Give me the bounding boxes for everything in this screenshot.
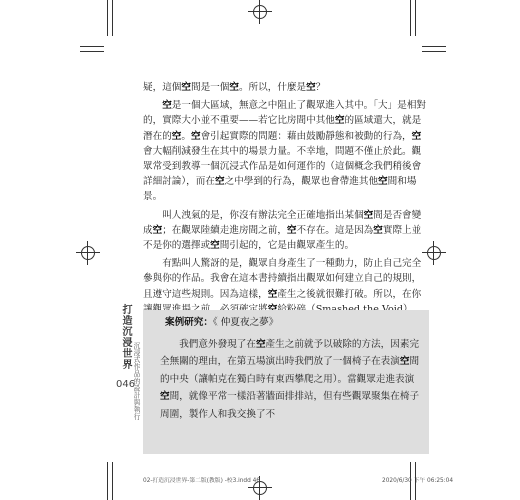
book-subtitle-vertical: 沉浸式作品的設計與執行 xyxy=(132,342,140,421)
crop-mark xyxy=(107,462,108,500)
case-study-text: 我們意外發現了在空產生之前就予以破除的方法，因素完全無關的理由，在第五場演出時我們放了一個椅子在表演空間的中央（讓帕克在獨白時有東西攀爬之用）。當觀眾走進表演空間，就像平常一樣沿著牆面排排站，但有些觀眾聚集在椅子周圍，製作人和我交換了不 xyxy=(160,339,420,420)
crop-mark xyxy=(422,46,446,47)
case-study-title: 《 仲夏夜之夢》 xyxy=(212,317,279,328)
crop-mark xyxy=(107,0,108,36)
page-number: 046 xyxy=(116,379,136,390)
case-study-header xyxy=(165,314,278,328)
paragraph: 叫人洩氣的是，你沒有辦法完全正確地指出某個空間是否會變成空；在觀眾陸續走進房間之前，空不存在。這是因為空實際上並不是你的選擇或空間引起的，它是由觀眾產生的。 xyxy=(143,209,422,252)
crop-mark xyxy=(410,0,411,36)
registration-mark-top xyxy=(248,0,272,24)
crop-mark xyxy=(80,51,104,52)
crop-mark xyxy=(415,0,416,36)
paragraph: 空是一個大區域，無意之中阻止了觀眾進入其中。「大」是相對的，實際大小並不重要——若它比房間中其他空的區域還大，就是潛在的空。空會引起實際的問題：藉由鼓勵靜態和被動的行為，空會大幅削減發生在其中的場景力量。不幸地，問題不僅止於此。觀眾常受到教導一個沉浸式作品是如何運作的（這個概念我們稍後會詳細討論），而在空之中學到的行為，觀眾也會帶進其他空間和場景。 xyxy=(143,100,427,203)
registration-mark-left xyxy=(76,241,100,265)
crop-mark xyxy=(112,0,113,36)
body-text xyxy=(143,80,429,320)
crop-mark xyxy=(112,462,113,500)
paragraph: 有點叫人驚訝的是，觀眾自身產生了一種動力，防止自己完全參與你的作品。我會在這本書持續指出觀眾如何建立自己的規則，且遵守這些規則。因為這樣，空產生之後就很難打破。所以，在你 xyxy=(143,258,422,300)
timestamp-slug: 2020/6/30 下午 06:25:04 xyxy=(382,478,454,484)
book-title-vertical: 打造沉浸世界 xyxy=(120,304,131,370)
crop-mark xyxy=(80,46,104,47)
crop-mark xyxy=(422,51,446,52)
case-study-label: 案例研究： xyxy=(165,317,213,328)
file-slug: 02-打造沉浸世界-第二版(教版) -校3.indd 46 xyxy=(143,478,260,484)
paragraph: 疑，這個空間是一個空。所以，什麼是空？ xyxy=(143,82,326,93)
